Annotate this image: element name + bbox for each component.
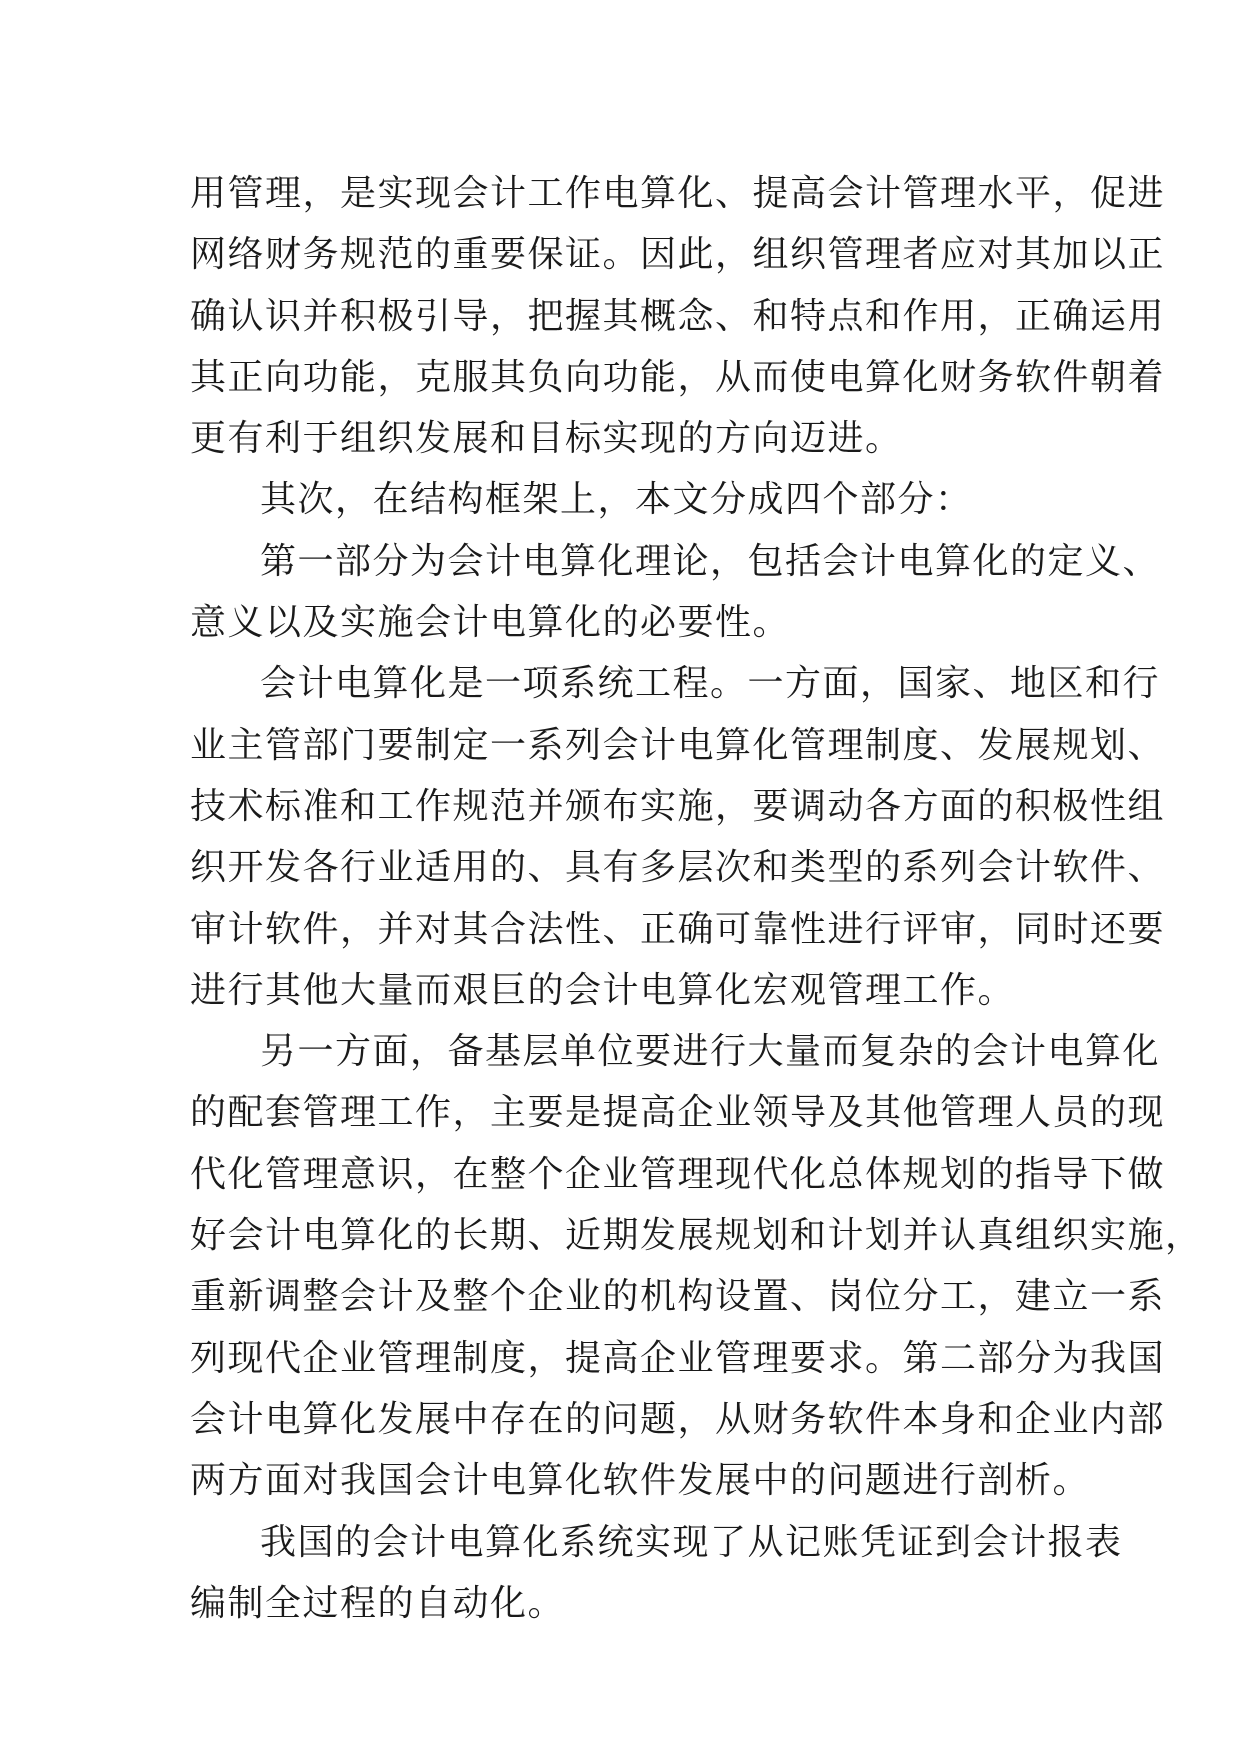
text-line: 两方面对我国会计电算化软件发展中的问题进行剖析。 <box>190 1460 1091 1502</box>
text-line: 网络财务规范的重要保证。因此，组织管理者应对其加以正 <box>190 234 1166 276</box>
text-line: 的配套管理工作，主要是提高企业领导及其他管理人员的现 <box>190 1092 1166 1134</box>
text-line: 列现代企业管理制度，提高企业管理要求。第二部分为我国 <box>190 1337 1166 1379</box>
text-line: 用管理，是实现会计工作电算化、提高会计管理水平，促进 <box>190 173 1166 214</box>
paragraph-first-line: 第一部分为会计电算化理论，包括会计电算化的定义、 <box>260 540 1161 582</box>
text-line: 审计软件，并对其合法性、正确可靠性进行评审，同时还要 <box>190 908 1166 950</box>
paragraph-first-line: 另一方面，备基层单位要进行大量而复杂的会计电算化 <box>260 1031 1161 1073</box>
paragraph-first-line: 其次，在结构框架上，本文分成四个部分： <box>260 479 973 521</box>
document-body <box>190 163 1203 1634</box>
text-line: 进行其他大量而艰巨的会计电算化宏观管理工作。 <box>190 969 1016 1011</box>
text-line: 编制全过程的自动化。 <box>190 1582 566 1624</box>
text-line: 其正向功能，克服其负向功能，从而使电算化财务软件朝着 <box>190 356 1166 398</box>
text-line: 代化管理意识，在整个企业管理现代化总体规划的指导下做 <box>190 1153 1166 1195</box>
text-line: 更有利于组织发展和目标实现的方向迈进。 <box>190 418 903 460</box>
text-line: 织开发各行业适用的、具有多层次和类型的系列会计软件、 <box>190 847 1166 889</box>
text-line: 会计电算化发展中存在的问题，从财务软件本身和企业内部 <box>190 1398 1166 1440</box>
text-line: 确认识并积极引导，把握其概念、和特点和作用，正确运用 <box>190 295 1166 337</box>
paragraph-first-line: 我国的会计电算化系统实现了从记账凭证到会计报表 <box>260 1521 1123 1563</box>
paragraph-first-line: 会计电算化是一项系统工程。一方面，国家、地区和行 <box>260 663 1161 705</box>
text-line: 业主管部门要制定一系列会计电算化管理制度、发展规划、 <box>190 724 1166 766</box>
text-line: 意义以及实施会计电算化的必要性。 <box>190 602 791 644</box>
text-line: 技术标准和工作规范并颁布实施，要调动各方面的积极性组 <box>190 785 1166 827</box>
text-line: 好会计电算化的长期、近期发展规划和计划并认真组织实施， <box>190 1215 1203 1257</box>
text-line: 重新调整会计及整个企业的机构设置、岗位分工，建立一系 <box>190 1276 1166 1318</box>
